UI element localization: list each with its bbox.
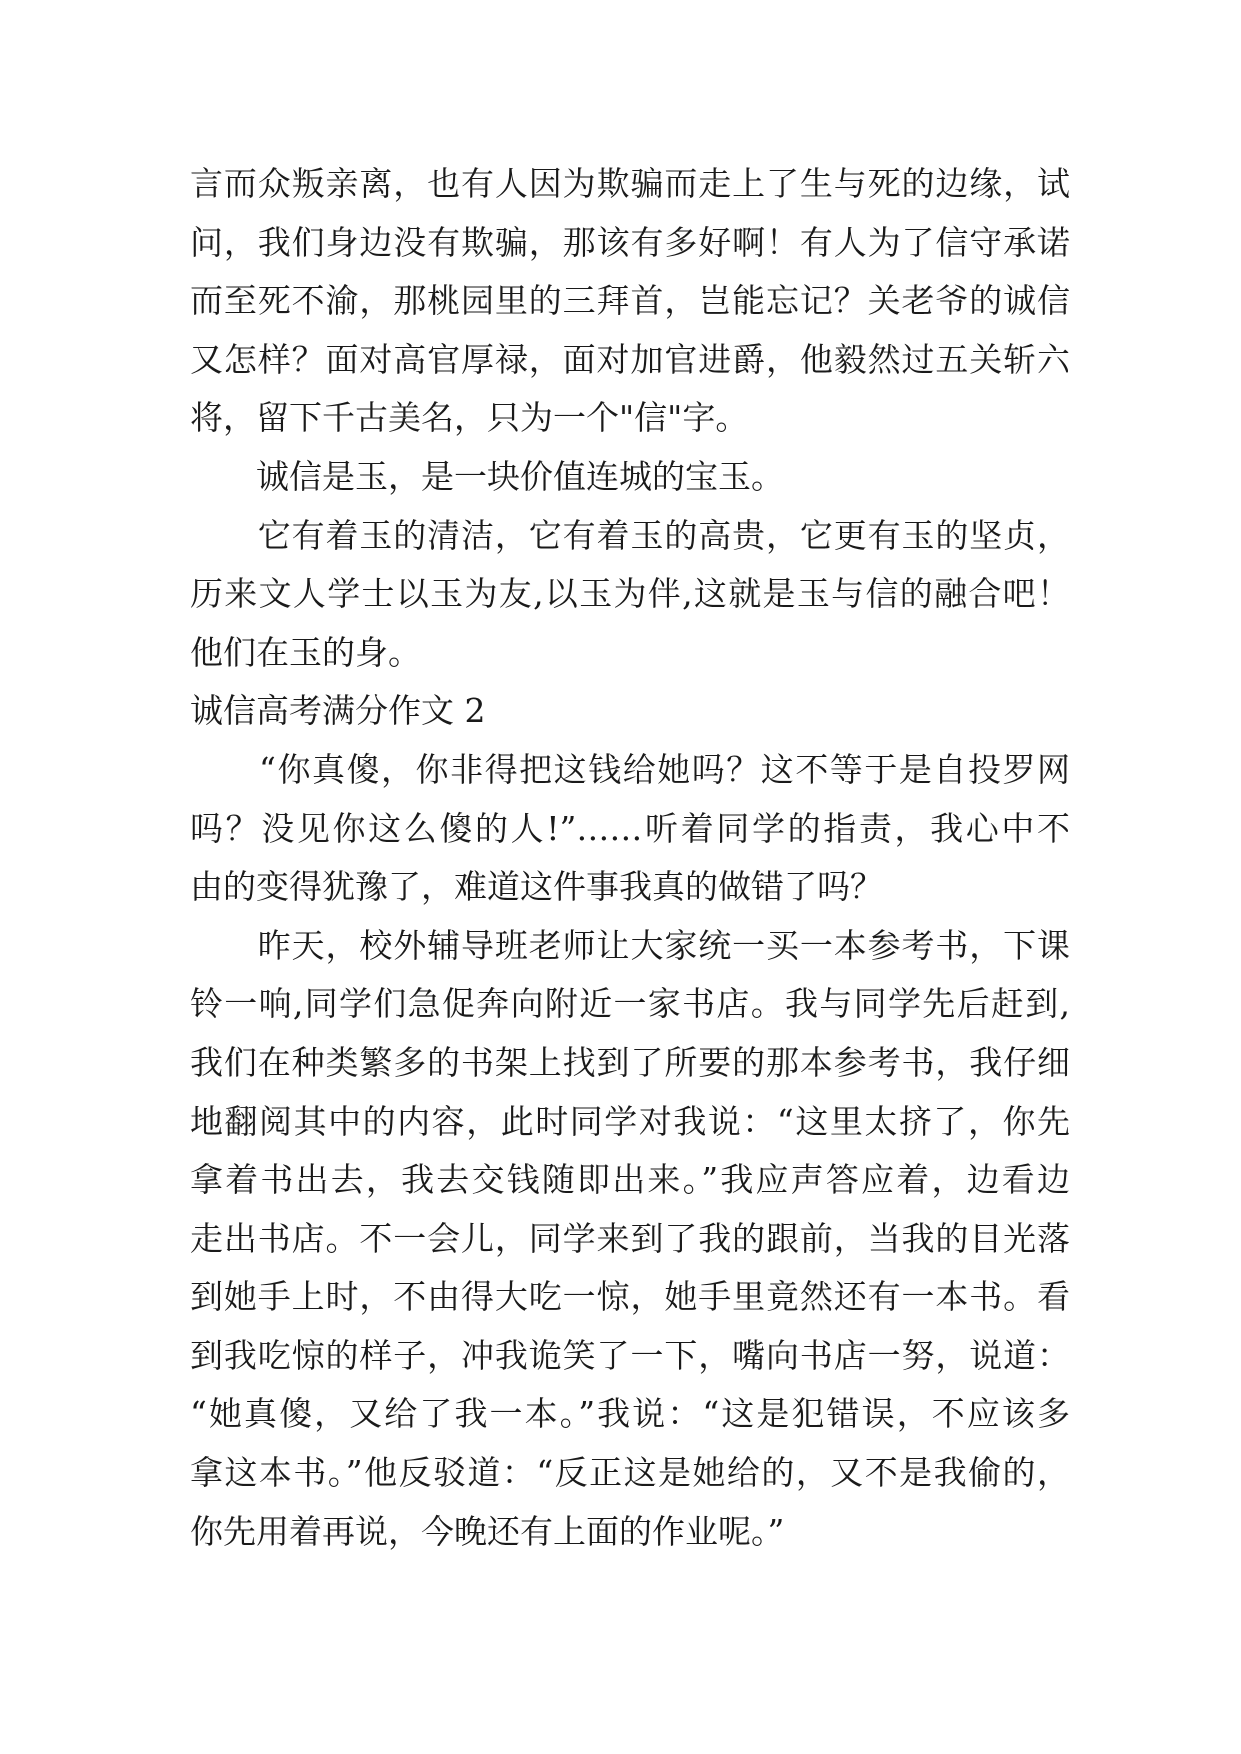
text-line: 由的变得犹豫了，难道这件事我真的做错了吗？ (190, 867, 883, 907)
text-line: 地翻阅其中的内容，此时同学对我说：“这里太挤了，你先 (190, 1101, 1070, 1141)
text-line: 走出书店。不一会儿，同学来到了我的跟前，当我的目光落 (190, 1218, 1070, 1258)
text-line: 问，我们身边没有欺骗，那该有多好啊！有人为了信守承诺 (190, 222, 1070, 262)
text-line: 吗？没见你这么傻的人!”……听着同学的指责，我心中不 (190, 808, 1070, 848)
text-line: 诚信高考满分作文 2 (190, 691, 486, 731)
text-line: 而至死不渝，那桃园里的三拜首，岂能忘记？关老爷的诚信 (190, 281, 1070, 321)
text-line: 到我吃惊的样子，冲我诡笑了一下，嘴向书店一努，说道： (190, 1335, 1070, 1375)
text-line: 昨天，校外辅导班老师让大家统一买一本参考书，下课 (190, 925, 1070, 965)
text-line: 他们在玉的身。 (190, 632, 421, 672)
text-line: 历来文人学士以玉为友,以玉为伴,这就是玉与信的融合吧！ (190, 574, 1070, 614)
text-line: 又怎样？面对高官厚禄，面对加官进爵，他毅然过五关斩六 (190, 339, 1070, 379)
text-line: “你真傻，你非得把这钱给她吗？这不等于是自投罗网 (190, 749, 1070, 789)
text-line: 拿这本书。”他反驳道：“反正这是她给的，又不是我偷的， (190, 1453, 1070, 1493)
text-line: 我们在种类繁多的书架上找到了所要的那本参考书，我仔细 (190, 1042, 1070, 1082)
article-body (190, 155, 1070, 1561)
text-line: “她真傻，又给了我一本。”我说：“这是犯错误，不应该多 (190, 1394, 1070, 1434)
text-line: 拿着书出去，我去交钱随即出来。”我应声答应着，边看边 (190, 1160, 1070, 1200)
text-line: 铃一响,同学们急促奔向附近一家书店。我与同学先后赶到, (190, 984, 1070, 1024)
text-line: 言而众叛亲离，也有人因为欺骗而走上了生与死的边缘，试 (190, 164, 1070, 203)
text-line: 将，留下千古美名，只为一个"信"字。 (190, 398, 749, 438)
text-line: 它有着玉的清洁，它有着玉的高贵，它更有玉的坚贞， (190, 515, 1070, 555)
text-line: 到她手上时，不由得大吃一惊，她手里竟然还有一本书。看 (190, 1277, 1070, 1317)
text-line: 诚信是玉，是一块价值连城的宝玉。 (190, 456, 784, 496)
text-line: 你先用着再说，今晚还有上面的作业呢。” (190, 1511, 785, 1551)
